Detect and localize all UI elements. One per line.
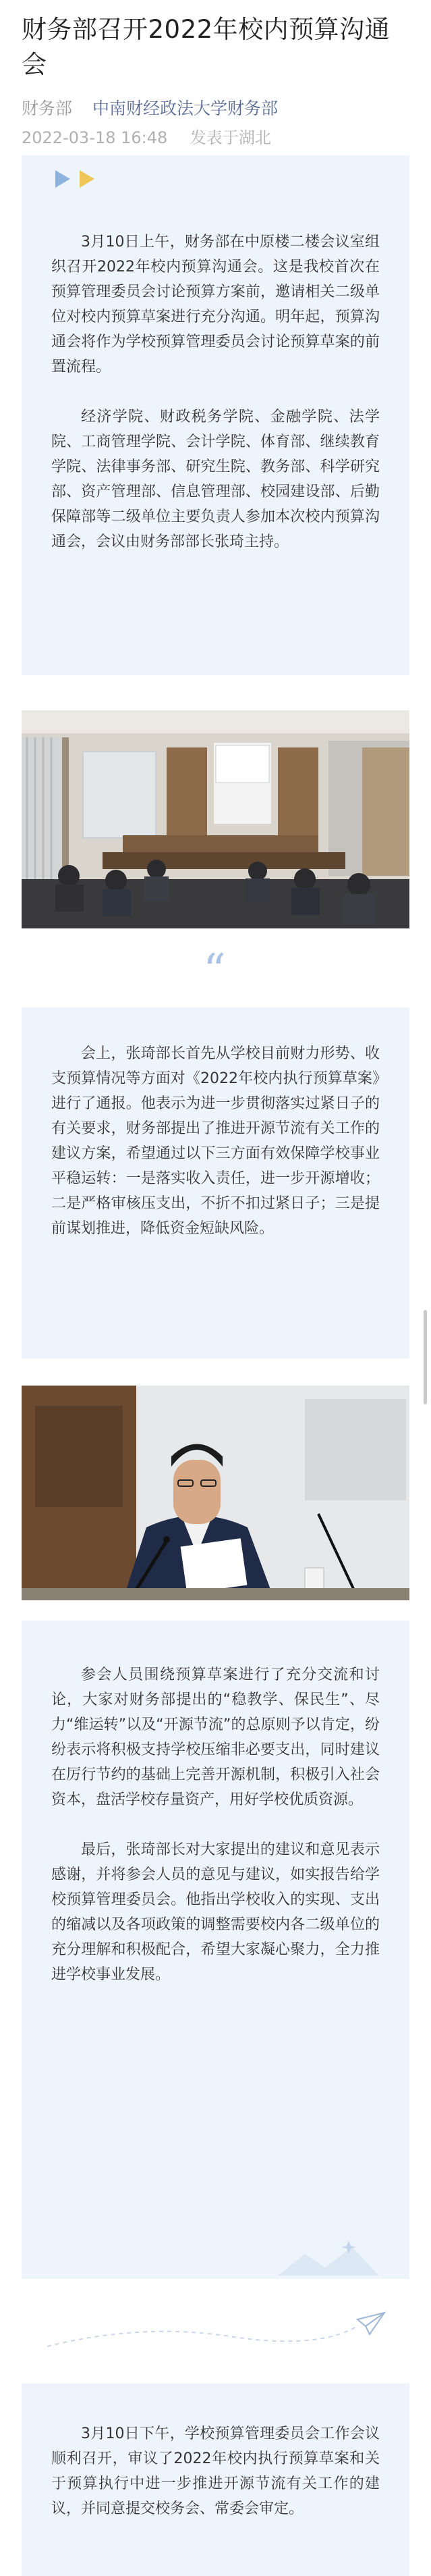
text-box-report <box>22 1007 409 1359</box>
account-name-link[interactable]: 中南财经政法大学财务部 <box>92 99 278 118</box>
article-title: 财务部召开2022年校内预算沟通会 <box>22 15 391 79</box>
scrollbar-thumb[interactable] <box>424 1310 427 1404</box>
speaker-photo <box>22 1386 409 1600</box>
paragraph-conclusion: 最后，张琦部长对大家提出的建议和意见表示感谢，并将参会人员的意见与建议，如实报告给学校预算管理委员会。他指出学校收入的实现、支出的缩减以及各项政策的调整需要校内各二级单位的充分理解和积极配合，希望大家凝心聚力，全力推进学校事业发展。 <box>51 1841 380 1983</box>
article-meta-time <box>22 127 409 149</box>
text-box-discussion <box>22 1621 409 2279</box>
paragraph-attendees: 经济学院、财政税务学院、金融学院、法学院、工商管理学院、会计学院、体育部、继续教育学院、法律事务部、研究生院、教务部、科学研究部、资产管理部、信息管理部、校园建设部、后勤保障部等二级单位主要负责人参加本次校内预算沟通会，会议由财务部部长张琦主持。 <box>51 409 380 550</box>
paragraph-discussion: 参会人员围绕预算草案进行了充分交流和讨论，大家对财务部提出的“稳教学、保民生”、尽力“维运转”以及“开源节流”的总原则予以肯定，纷纷表示将积极支持学校压缩非必要支出，同时建议在厉行节约的基础上完善开源机制，积极引入社会资本，盘活学校存量资产，用好学校优质资源。 <box>51 1666 380 1808</box>
text-box-intro <box>22 203 409 675</box>
article-meta-source <box>22 97 409 120</box>
paragraph-meeting-intro: 3月10日上午，财务部在中原楼二楼会议室组织召开2022年校内预算沟通会。这是我校首次在预算管理委员会讨论预算方案前，邀请相关二级单位对校内预算草案进行充分沟通。明年起，预算沟通会将作为学校预算管理委员会讨论预算草案的前置流程。 <box>51 234 380 375</box>
article-header <box>0 0 431 149</box>
text-box-afternoon <box>22 2384 409 2576</box>
publish-location: 发表于湖北 <box>190 128 271 147</box>
meeting-room-photo-image <box>22 710 409 928</box>
blue-triangle-icon <box>55 170 70 188</box>
paragraph-report: 会上，张琦部长首先从学校目前财力形势、收支预算情况等方面对《2022年校内执行预算草案》进行了通报。他表示为进一步贯彻落实过紧日子的有关要求，财务部提出了推进开源节流有关工作的建议方案，希望通过以下三方面有效保障学校事业平稳运转：一是落实收入责任，进一步开源增收；二是严格审核压支出，不折不扣过紧日子；三是提前谋划推进，降低资金短缺风险。 <box>51 1045 380 1237</box>
source-tag: 财务部 <box>22 99 73 118</box>
meeting-room-photo <box>22 710 409 928</box>
yellow-triangle-icon <box>80 170 94 188</box>
decorative-mountains-icon <box>278 2235 379 2276</box>
publish-datetime: 2022-03-18 16:48 <box>22 128 168 147</box>
speaker-photo-image <box>22 1386 409 1600</box>
paragraph-afternoon-meeting: 3月10日下午，学校预算管理委员会工作会议顺利召开，审议了2022年校内执行预算草案和关于预算执行中进一步推进开源节流有关工作的建议，并同意提交校务会、常委会审定。 <box>51 2425 380 2517</box>
paper-plane-icon <box>40 2306 391 2360</box>
quote-mark-icon: “ <box>203 945 226 997</box>
